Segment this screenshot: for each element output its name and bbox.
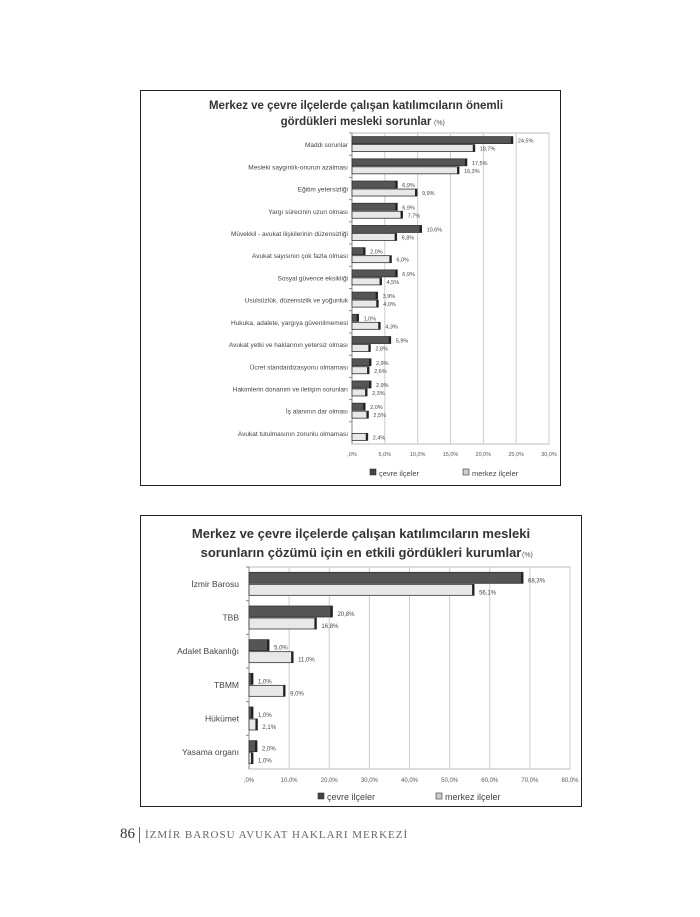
bar-end-cap [395,181,397,188]
data-label: 6,0% [396,257,409,264]
bar-end-cap [267,640,269,651]
bar-end-cap [367,367,369,374]
bar-end-cap [472,584,474,595]
category-label: Hukuka, adalete, yargıya güvenilmemesi [230,319,348,327]
bar-end-cap [365,389,367,396]
bar-merkez [352,233,397,240]
bar-end-cap [366,433,368,440]
x-tick-label: 20,0% [320,778,338,784]
bar-end-cap [389,256,391,263]
data-label: 24,5% [517,138,534,145]
bar-cevre [352,225,422,232]
data-label: 1,0% [258,758,272,765]
bar-end-cap [395,270,397,277]
category-label: TBB [222,612,239,623]
x-tick-label: 30,0% [360,778,378,784]
data-label: 2,0% [262,746,276,753]
bar-end-cap [314,618,316,629]
bar-end-cap [255,741,257,752]
chart-unit: (%) [434,120,445,127]
category-label: İş alanının dar olması [285,408,348,416]
bar-merkez [352,211,403,218]
chart-title-line2: sorunların çözümü için en etkili gördükleri kurumlar [200,545,522,560]
bar-merkez [249,618,316,629]
data-label: 16,8% [321,624,339,630]
category-label: İzmir Barosu [191,578,239,589]
bar-merkez [249,652,293,663]
bar-end-cap [251,707,253,718]
bar-cevre [352,337,391,344]
bar-end-cap [395,233,397,240]
legend-swatch [318,793,324,799]
data-label: 1,0% [258,713,272,719]
data-label: 9,0% [290,691,304,698]
data-label: 1,0% [258,679,272,686]
data-label: 2,9% [376,382,389,389]
category-label: Avukat tutulmasının zorunlu olmaması [237,430,348,438]
data-label: 2,1% [262,725,277,731]
data-label: 2,0% [370,405,383,412]
footer-divider [139,827,140,843]
x-tick-label: 70,0% [521,778,539,784]
data-label: 3,9% [382,294,396,301]
bar-cevre [352,181,397,188]
x-tick-label: 25,0% [508,452,524,458]
category-label: Hükümet [204,713,239,724]
category-label: Müvekkil - avukat ilişkilerinin düzensizliği [230,230,348,238]
bar-end-cap [521,572,523,583]
legend-label: merkez ilçeler [445,792,501,802]
data-label: 4,0% [383,302,396,309]
data-label: 68,3% [528,578,546,585]
legend-label: çevre ilçeler [379,469,420,478]
x-tick-label: 10,0% [409,452,426,458]
category-label: Hakimlerin donanım ve iletişim sorunları [232,386,348,394]
category-label: Sosyal güvence eksikliği [277,275,348,283]
bar-cevre [249,640,269,651]
chart-problems [140,90,561,486]
legend-swatch [436,793,442,799]
legend-label: merkez ilçeler [472,469,519,478]
data-label: 6,9% [402,271,415,278]
bar-merkez [352,300,378,307]
data-label: 2,9% [376,360,389,367]
data-label: 7,7% [407,213,421,220]
category-label: Eğitim yetersizliği [297,186,348,194]
data-label: 17,5% [471,160,488,167]
data-label: 18,7% [479,146,496,153]
bar-end-cap [363,248,365,255]
data-label: 20,8% [337,612,355,618]
category-label: Yargı sürecinin uzun olması [268,208,348,216]
bar-cevre [352,203,397,210]
data-label: 16,3% [464,168,480,175]
bar-merkez [352,145,475,152]
bar-end-cap [291,652,293,663]
bar-end-cap [376,292,378,299]
bar-cevre [352,292,378,299]
data-label: 4,5% [386,279,400,286]
chart-institutions [140,515,582,807]
x-tick-label: 30,0% [541,452,557,458]
bar-merkez [352,322,380,329]
running-title: İZMİR BAROSU AVUKAT HAKLARI MERKEZİ [145,828,409,841]
data-label: 6,9% [402,183,415,190]
bar-merkez [352,345,370,352]
data-label: 11,0% [298,657,315,664]
category-label: Mesleki saygınlık-onurun azalması [248,164,348,172]
data-label: 2,8% [375,346,388,353]
data-label: 6,8% [401,235,415,242]
bar-cevre [352,159,467,166]
data-label: 2,6% [374,368,387,375]
x-tick-label: 10,0% [280,778,298,784]
bar-end-cap [380,278,382,285]
bar-cevre [249,572,523,583]
x-tick-label: 15,0% [442,452,459,458]
x-tick-label: ,0% [347,452,357,458]
category-label: Usulsüzlük, düzensizlik ve yoğunluk [244,297,348,305]
bar-end-cap [357,314,359,321]
x-tick-label: 60,0% [481,778,499,784]
bar-end-cap [395,203,397,210]
data-label: 2,5% [373,413,386,420]
x-tick-label: 40,0% [400,778,419,784]
x-tick-label: 50,0% [441,778,459,784]
bar-cevre [352,359,371,366]
bar-end-cap [389,337,391,344]
category-label: Avukat yetki ve haklarının yetersiz olması [228,342,348,350]
bar-end-cap [368,345,370,352]
bar-merkez [352,256,391,263]
bar-end-cap [363,403,365,410]
bar-merkez [352,167,459,174]
bar-merkez [249,685,285,696]
bar-end-cap [251,753,253,764]
bar-merkez [352,389,367,396]
data-label: 56,1% [479,590,497,597]
bar-cevre [352,137,513,144]
data-label: 9,9% [422,191,435,198]
bar-end-cap [330,606,332,617]
bar-merkez [352,433,368,440]
bar-end-cap [369,381,371,388]
bar-end-cap [251,673,253,684]
bar-merkez [352,189,417,196]
category-label: Ücret standardizasyonu olmaması [249,364,348,372]
bar-end-cap [511,137,513,144]
x-tick-label: ,0% [243,778,255,784]
bar-cevre [352,381,371,388]
chart-title-line2: gördükleri mesleki sorunlar [280,116,432,128]
bar-end-cap [366,411,368,418]
data-label: 2,4% [372,435,386,442]
data-label: 10,6% [426,227,443,234]
bar-cevre [352,270,397,277]
bar-end-cap [415,189,417,196]
legend-label: çevre ilçeler [327,792,376,802]
bar-merkez [352,411,368,418]
chart-institutions-svg [141,516,581,806]
x-tick-label: 80,0% [561,778,579,784]
bar-end-cap [376,300,378,307]
data-label: 5,0% [274,645,288,652]
chart-problems-svg [141,91,560,485]
bar-merkez [352,278,382,285]
bar-end-cap [465,159,467,166]
data-label: 2,3% [372,390,385,397]
bar-end-cap [420,225,422,232]
chart-unit: (%) [522,552,533,559]
bar-cevre [249,606,332,617]
bar-end-cap [401,211,403,218]
chart-title: Merkez ve çevre ilçelerde çalışan katılımcıların önemli [208,100,504,112]
bar-merkez [352,367,369,374]
page-number: 86 [120,826,135,842]
bar-end-cap [378,322,380,329]
category-label: Avukat sayısının çok fazla olması [252,253,348,261]
category-label: Adalet Bakanlığı [177,646,239,657]
category-label: Yasama organı [181,747,239,758]
bar-end-cap [255,719,257,730]
bar-end-cap [473,145,475,152]
legend-swatch [463,469,469,475]
bar-end-cap [457,167,459,174]
bar-end-cap [283,685,285,696]
x-tick-label: 5,0% [378,452,392,458]
category-label: Maddi sorunlar [305,142,348,150]
data-label: 6,9% [402,205,415,212]
page-footer [120,826,408,843]
data-label: 5,9% [395,338,409,345]
bar-end-cap [369,359,371,366]
data-label: 2,0% [370,249,383,256]
bar-merkez [249,584,474,595]
chart-title: Merkez ve çevre ilçelerde çalışan katılımcıların mesleki [191,526,531,541]
category-label: TBMM [213,679,239,690]
x-tick-label: 20,0% [475,452,492,458]
data-label: 1,0% [363,316,377,323]
data-label: 4,3% [385,324,398,331]
legend-swatch [370,469,376,475]
